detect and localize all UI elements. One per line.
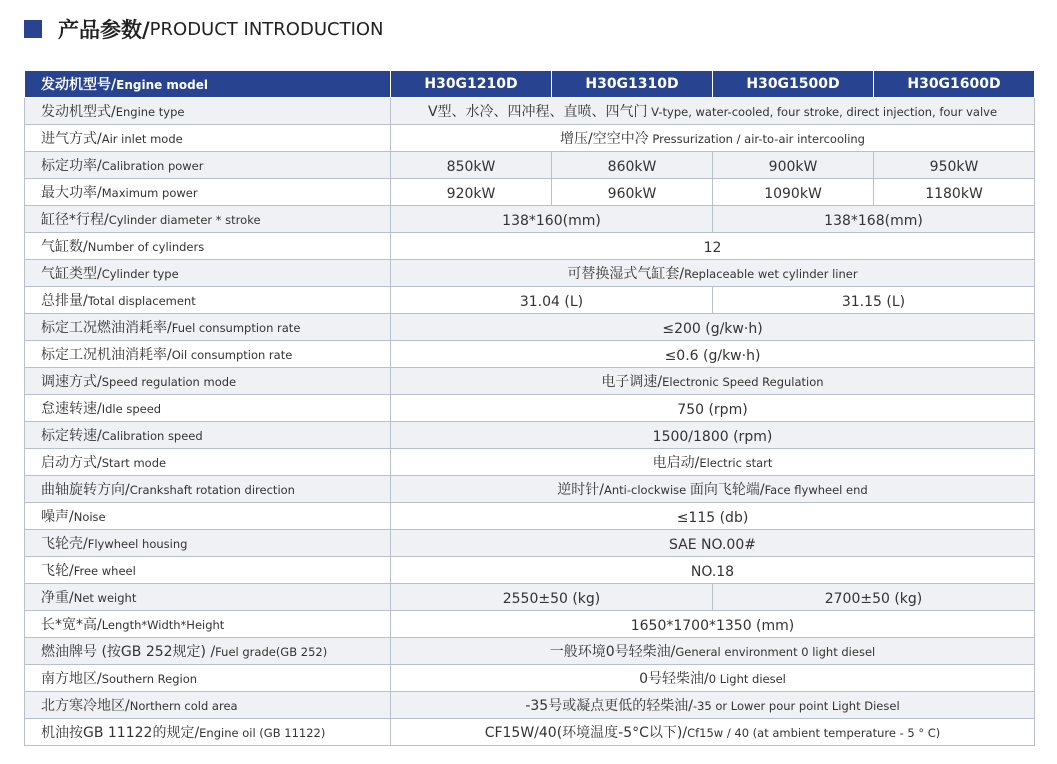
row-label: 标定转速/Calibration speed [25, 422, 391, 449]
row-value-cell: NO.18 [391, 557, 1035, 584]
row-label: 噪声/Noise [25, 503, 391, 530]
row-label: 总排量/Total displacement [25, 287, 391, 314]
table-row-bore-stroke [25, 206, 1035, 233]
row-label: 南方地区/Southern Region [25, 665, 391, 692]
table-row-noise [25, 503, 1035, 530]
row-label: 最大功率/Maximum power [25, 179, 391, 206]
section-heading [24, 14, 384, 44]
row-value-cell: 2550±50 (kg) [391, 584, 713, 611]
row-label: 怠速转速/Idle speed [25, 395, 391, 422]
heading-square-icon [24, 20, 42, 38]
row-value-cell: ≤115 (db) [391, 503, 1035, 530]
row-value-cell: 1180kW [874, 179, 1035, 206]
row-value-cell: 1500/1800 (rpm) [391, 422, 1035, 449]
row-label: 调速方式/Speed regulation mode [25, 368, 391, 395]
table-row-maximum-power [25, 179, 1035, 206]
row-label: 飞轮壳/Flywheel housing [25, 530, 391, 557]
table-row-engine-oil [25, 719, 1035, 746]
row-label: 标定工况机油消耗率/Oil consumption rate [25, 341, 391, 368]
row-value-cell: SAE NO.00# [391, 530, 1035, 557]
row-value-cell: ≤0.6 (g/kw·h) [391, 341, 1035, 368]
row-label: 机油按GB 11122的规定/Engine oil (GB 11122) [25, 719, 391, 746]
table-row-start-mode [25, 449, 1035, 476]
table-row-engine-type [25, 98, 1035, 125]
row-label: 长*宽*高/Length*Width*Height [25, 611, 391, 638]
row-value-cell: 900kW [713, 152, 874, 179]
table-row-displacement [25, 287, 1035, 314]
table-row-flywheel-housing [25, 530, 1035, 557]
row-label: 缸径*行程/Cylinder diameter * stroke [25, 206, 391, 233]
row-label: 飞轮/Free wheel [25, 557, 391, 584]
row-value-cell: 950kW [874, 152, 1035, 179]
heading-title-en: PRODUCT INTRODUCTION [149, 18, 384, 40]
row-value-cell: 1090kW [713, 179, 874, 206]
row-label: 标定工况燃油消耗率/Fuel consumption rate [25, 314, 391, 341]
header-model-1: H30G1210D [391, 71, 552, 98]
row-label: 净重/Net weight [25, 584, 391, 611]
row-value-cell: 920kW [391, 179, 552, 206]
table-row-speed-regulation [25, 368, 1035, 395]
row-value-cell: -35号或凝点更低的轻柴油/-35 or Lower pour point Light Diesel [391, 692, 1035, 719]
row-value-cell: 1650*1700*1350 (mm) [391, 611, 1035, 638]
row-value-cell: 逆时针/Anti-clockwise 面向飞轮端/Face flywheel end [391, 476, 1035, 503]
row-value-cell: 850kW [391, 152, 552, 179]
table-row-cylinders [25, 233, 1035, 260]
row-value-cell: 电子调速/Electronic Speed Regulation [391, 368, 1035, 395]
table-row-calibration-power [25, 152, 1035, 179]
table-row-net-weight [25, 584, 1035, 611]
table-row-dimensions [25, 611, 1035, 638]
row-value-cell: 31.15 (L) [713, 287, 1035, 314]
row-value-cell: 一般环境0号轻柴油/General environment 0 light diesel [391, 638, 1035, 665]
row-value-cell: CF15W/40(环境温度-5°C以下)/Cf15w / 40 (at ambient temperature - 5 ° C) [391, 719, 1035, 746]
table-row-crankshaft-rotation [25, 476, 1035, 503]
row-value-cell: 增压/空空中冷 Pressurization / air-to-air intercooling [391, 125, 1035, 152]
row-label: 启动方式/Start mode [25, 449, 391, 476]
row-value-cell: 12 [391, 233, 1035, 260]
table-row-fuel-grade [25, 638, 1035, 665]
row-value-cell: 138*160(mm) [391, 206, 713, 233]
row-value-cell: 138*168(mm) [713, 206, 1035, 233]
header-model-2: H30G1310D [552, 71, 713, 98]
table-row-southern-region [25, 665, 1035, 692]
row-label: 标定功率/Calibration power [25, 152, 391, 179]
row-value-cell: 960kW [552, 179, 713, 206]
table-row-air-inlet [25, 125, 1035, 152]
row-label: 进气方式/Air inlet mode [25, 125, 391, 152]
row-value-cell: ≤200 (g/kw·h) [391, 314, 1035, 341]
row-value-cell: 可替换湿式气缸套/Replaceable wet cylinder liner [391, 260, 1035, 287]
row-label: 发动机型式/Engine type [25, 98, 391, 125]
row-label: 曲轴旋转方向/Crankshaft rotation direction [25, 476, 391, 503]
row-value-cell: 电启动/Electric start [391, 449, 1035, 476]
product-spec-table [24, 70, 1035, 746]
row-value-cell: V型、水冷、四冲程、直喷、四气门 V-type, water-cooled, four stroke, direct injection, four valve [391, 98, 1035, 125]
table-row-northern-cold-area [25, 692, 1035, 719]
row-label: 气缸数/Number of cylinders [25, 233, 391, 260]
row-value-cell: 750 (rpm) [391, 395, 1035, 422]
table-header-row [25, 71, 1035, 98]
header-model-4: H30G1600D [874, 71, 1035, 98]
table-row-fuel-consumption [25, 314, 1035, 341]
row-value-cell: 860kW [552, 152, 713, 179]
row-label: 气缸类型/Cylinder type [25, 260, 391, 287]
row-label: 燃油牌号 (按GB 252规定) /Fuel grade(GB 252) [25, 638, 391, 665]
table-row-cylinder-type [25, 260, 1035, 287]
row-value-cell: 0号轻柴油/0 Light diesel [391, 665, 1035, 692]
row-value-cell: 2700±50 (kg) [713, 584, 1035, 611]
row-value-cell: 31.04 (L) [391, 287, 713, 314]
header-model-3: H30G1500D [713, 71, 874, 98]
table-row-oil-consumption [25, 341, 1035, 368]
row-label: 北方寒冷地区/Northern cold area [25, 692, 391, 719]
table-row-free-wheel [25, 557, 1035, 584]
header-label: 发动机型号/Engine model [25, 71, 391, 98]
heading-title-zh: 产品参数/ [58, 18, 150, 42]
table-row-idle-speed [25, 395, 1035, 422]
table-row-calibration-speed [25, 422, 1035, 449]
